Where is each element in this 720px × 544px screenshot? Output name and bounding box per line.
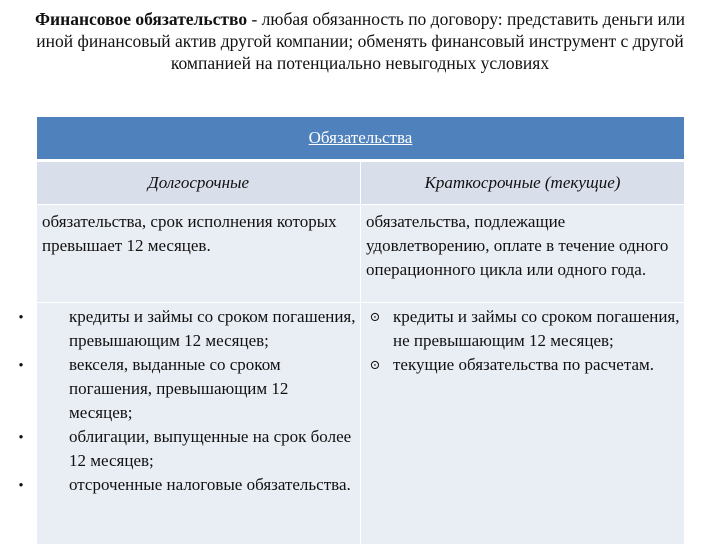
short-term-definition: обязательства, подлежащие удовлетворению, оплате в течение одного операционного цикла или одного года. bbox=[360, 205, 684, 302]
short-term-list bbox=[361, 305, 680, 377]
long-term-definition: обязательства, срок исполнения которых превышает 12 месяцев. bbox=[37, 205, 360, 302]
column-header-short-term: Краткосрочные (текущие) bbox=[360, 162, 684, 204]
liabilities-table bbox=[18, 117, 684, 540]
bullet-icon: ⊙ bbox=[369, 357, 381, 372]
list-item: ● облигации, выпущенные на срок более 12 месяцев; bbox=[37, 425, 356, 473]
long-term-list bbox=[18, 305, 356, 497]
list-item: ● отсроченные налоговые обязательства. bbox=[37, 473, 356, 497]
long-term-examples bbox=[18, 303, 360, 544]
intro-definition: - любая обязанность по договору: представить деньги или иной финансовый актив другой компании; обменять финансовый инструмент с другой компанией на потенциально невыгодных условиях bbox=[36, 9, 685, 73]
column-header-row bbox=[37, 162, 684, 205]
intro-paragraph bbox=[30, 8, 690, 74]
definition-row bbox=[37, 205, 684, 302]
short-term-examples bbox=[360, 303, 684, 544]
list-item: ● кредиты и займы со сроком погашения, превышающим 12 месяцев; bbox=[37, 305, 356, 353]
list-item: ⊙ текущие обязательства по расчетам. bbox=[361, 353, 680, 377]
bullet-icon: ⊙ bbox=[369, 309, 381, 324]
column-header-long-term: Долгосрочные bbox=[37, 162, 360, 204]
bullet-icon: ● bbox=[18, 432, 24, 441]
table-header: Обязательства bbox=[37, 117, 684, 162]
list-item: ● векселя, выданные со сроком погашения, превышающим 12 месяцев; bbox=[37, 353, 356, 425]
intro-term: Финансовое обязательство bbox=[35, 9, 248, 29]
bullet-icon: ● bbox=[18, 360, 24, 369]
list-item: ⊙ кредиты и займы со сроком погашения, не превышающим 12 месяцев; bbox=[361, 305, 680, 353]
bullet-icon: ● bbox=[18, 480, 24, 489]
examples-row bbox=[18, 302, 684, 544]
bullet-icon: ● bbox=[18, 312, 24, 321]
